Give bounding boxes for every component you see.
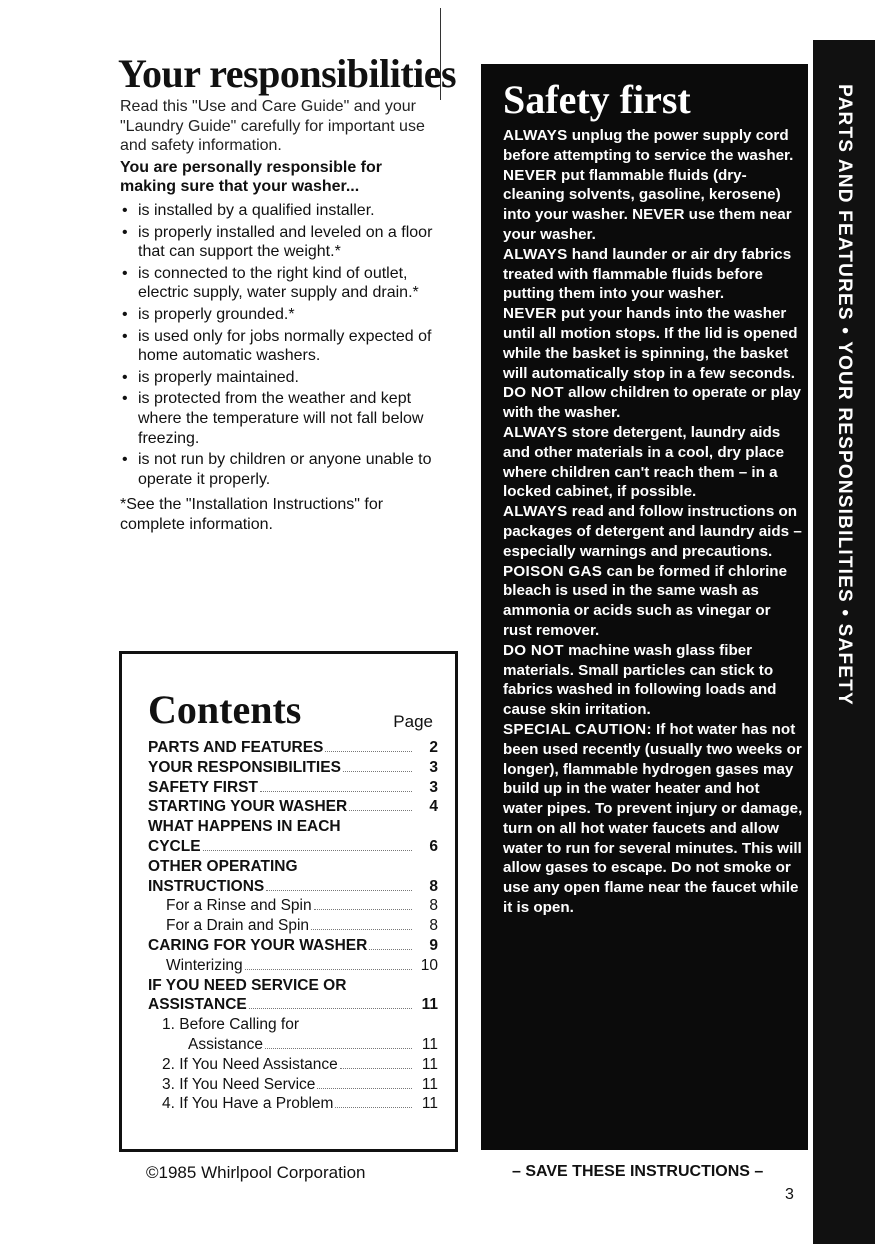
toc-leader <box>311 929 412 930</box>
toc-entry <box>148 995 438 1015</box>
safety-item <box>503 423 803 502</box>
toc-page-number: 11 <box>421 1075 438 1093</box>
page-column-label: Page <box>393 712 433 731</box>
list-item: • is properly maintained. <box>120 368 440 388</box>
section-tab <box>813 40 875 1244</box>
toc-entry <box>148 797 438 817</box>
toc-entry <box>148 877 438 897</box>
toc-leader <box>349 810 412 811</box>
safety-item-text: read and follow instructions on packages of detergent and laundry aids – especially warnings and precautions. <box>503 503 802 560</box>
safety-instructions <box>503 126 803 918</box>
toc-entry <box>148 1055 438 1075</box>
toc-entry-title: YOUR RESPONSIBILITIES <box>148 758 341 776</box>
safety-item-text: allow children to operate or play with the washer. <box>503 384 802 422</box>
toc-page-number: 11 <box>421 1095 438 1113</box>
toc-entry-title: CARING FOR YOUR WASHER <box>148 936 368 954</box>
copyright: ©1985 Whirlpool Corporation <box>146 1163 366 1182</box>
toc-entry-title: STARTING YOUR WASHER <box>148 798 348 816</box>
toc-entry-title: For a Drain and Spin <box>166 917 310 935</box>
contents-box <box>119 651 458 1152</box>
list-item: • is properly installed and leveled on a floor that can support the weight.* <box>120 223 440 262</box>
toc-entry-title: PARTS AND FEATURES <box>148 739 324 756</box>
toc-entry <box>148 936 438 956</box>
toc-page-number: 11 <box>421 996 438 1014</box>
toc-entry-title: ASSISTANCE <box>148 996 247 1014</box>
safety-title: Safety first <box>503 77 691 122</box>
safety-item <box>503 245 803 304</box>
safety-item-lead: NEVER <box>503 166 557 184</box>
safety-item-text: put your hands into the washer until all motion stops. If the lid is opened while the basket is spinning, the basket will automatically stop in a few seconds. <box>503 305 798 382</box>
toc-leader <box>314 909 412 910</box>
toc-entry <box>148 1075 438 1095</box>
list-item: • is properly grounded.* <box>120 305 440 325</box>
toc-entry <box>148 778 438 798</box>
toc-entry <box>148 956 438 976</box>
safety-item-text: hand launder or air dry fabrics treated with flammable fluids before putting them into your washer. <box>503 245 792 303</box>
save-instructions: – SAVE THESE INSTRUCTIONS – <box>512 1163 764 1180</box>
list-item: • is protected from the weather and kept where the temperature will not fall below freezing. <box>120 389 440 448</box>
safety-item-lead: ALWAYS <box>503 503 568 521</box>
toc-page-number: 6 <box>429 837 438 855</box>
toc-entry-title: 3. If You Need Service <box>162 1075 316 1093</box>
toc-leader <box>340 1068 412 1069</box>
list-item: • is installed by a qualified installer. <box>120 201 440 221</box>
toc-leader <box>266 890 412 891</box>
safety-item-text: put flammable fluids (dry-cleaning solvents, gasoline, kerosene) into your washer. NEVER use them near your washer. <box>503 166 792 243</box>
safety-item <box>503 502 803 561</box>
list-item: • is connected to the right kind of outlet, electric supply, water supply and drain.* <box>120 264 440 303</box>
toc-entry-title: 2. If You Need Assistance <box>162 1055 338 1073</box>
toc-leader <box>265 1048 412 1049</box>
safety-item-lead: NEVER <box>503 305 557 323</box>
toc-page-number: 8 <box>429 877 438 895</box>
toc-entry <box>148 738 438 758</box>
responsibilities-title: Your responsibilities <box>118 51 457 96</box>
toc-entry <box>148 1035 438 1055</box>
toc-entry-title: 1. Before Calling for <box>162 1016 299 1034</box>
toc-entry <box>148 817 438 837</box>
toc-page-number: 3 <box>429 758 438 776</box>
toc-entry <box>148 758 438 778</box>
safety-item-lead: ALWAYS <box>503 423 568 441</box>
toc-entry <box>148 837 438 857</box>
toc-leader <box>343 771 412 772</box>
toc-page-number: 9 <box>429 936 438 954</box>
responsibilities-lead: You are personally responsible for making sure that your washer... <box>120 158 382 196</box>
toc-page-number: 10 <box>420 956 438 974</box>
toc-entry-title: WHAT HAPPENS IN EACH <box>148 818 341 836</box>
toc-entry-title: Winterizing <box>166 956 243 974</box>
toc-entry-title: OTHER OPERATING <box>148 857 298 875</box>
safety-item-text: If hot water has not been used recently (usually two weeks or longer), flammable hydrogen gases may build up in the water heater and hot water pipes. To prevent injury or damage, turn on all hot water faucets and allow water to run for several minutes. This will allow gases to escape. Do not smoke or use any open flame near the faucet while it is open. <box>503 720 803 917</box>
section-tab-label: PARTS AND FEATURES • YOUR RESPONSIBILITIES • SAFETY <box>834 84 855 706</box>
safety-item-lead: ALWAYS <box>503 245 568 263</box>
safety-item-lead: ALWAYS <box>503 127 568 144</box>
safety-panel <box>481 64 808 1150</box>
safety-item <box>503 562 803 641</box>
toc-entry <box>148 916 438 936</box>
toc-leader <box>245 969 412 970</box>
toc-entry <box>148 896 438 916</box>
toc-leader <box>317 1088 412 1089</box>
safety-item-text: store detergent, laundry aids and other materials in a cool, dry place where children can't reach them – in a locked cabinet, if possible. <box>503 423 785 501</box>
list-item: • is not run by children or anyone unable to operate it properly. <box>120 450 440 489</box>
toc-entry-title: CYCLE <box>148 837 201 855</box>
safety-item-text: unplug the power supply cord before attempting to service the washer. <box>503 127 794 164</box>
toc-entry-title: INSTRUCTIONS <box>148 877 265 895</box>
toc-leader <box>249 1008 412 1009</box>
safety-item <box>503 126 803 166</box>
safety-item <box>503 383 803 423</box>
safety-item-lead: DO NOT <box>503 641 564 659</box>
toc-entry-title: Assistance <box>188 1035 263 1053</box>
toc-entry-title: SAFETY FIRST <box>148 778 258 796</box>
safety-item <box>503 641 803 720</box>
safety-item-lead: SPECIAL CAUTION: <box>503 720 652 738</box>
safety-item-text: machine wash glass fiber materials. Small particles can stick to fabrics washed in following loads and cause skin irritation. <box>503 641 777 719</box>
list-item: • is used only for jobs normally expected of home automatic washers. <box>120 327 440 366</box>
safety-item-lead: POISON GAS <box>503 562 603 580</box>
toc-entry-title: 4. If You Have a Problem <box>162 1095 334 1113</box>
toc-page-number: 8 <box>429 917 438 935</box>
safety-item-lead: DO NOT <box>503 384 564 402</box>
responsibilities-list <box>120 201 440 489</box>
toc-leader <box>203 850 412 851</box>
page-number: 3 <box>785 1186 794 1203</box>
toc-leader <box>369 949 412 950</box>
contents-title: Contents <box>148 687 302 732</box>
safety-item <box>503 304 803 383</box>
toc-page-number: 11 <box>421 1035 438 1053</box>
toc-entry <box>148 857 438 877</box>
toc-page-number: 2 <box>429 739 438 756</box>
safety-item <box>503 720 803 918</box>
safety-item-text: can be formed if chlorine bleach is used in the same wash as ammonia or acids such as vinegar or rust remover. <box>503 562 788 639</box>
responsibilities-intro: Read this "Use and Care Guide" and your "Laundry Guide" carefully for important use and safety information. <box>120 98 425 155</box>
toc-page-number: 4 <box>429 798 438 816</box>
toc-leader <box>260 791 412 792</box>
toc-entry-title: IF YOU NEED SERVICE OR <box>148 976 347 994</box>
toc-entry <box>148 1015 438 1035</box>
responsibilities-section <box>120 97 440 534</box>
toc-entry <box>148 1094 438 1114</box>
toc-entry-title: For a Rinse and Spin <box>166 897 312 915</box>
installation-footnote: *See the "Installation Instructions" for complete information. <box>120 496 384 533</box>
safety-item <box>503 166 803 245</box>
toc-entry <box>148 976 438 996</box>
toc-page-number: 11 <box>421 1055 438 1073</box>
toc-page-number: 8 <box>429 897 438 915</box>
toc-leader <box>325 751 412 752</box>
toc-leader <box>335 1107 412 1108</box>
toc-page-number: 3 <box>429 778 438 796</box>
table-of-contents <box>148 738 438 1114</box>
